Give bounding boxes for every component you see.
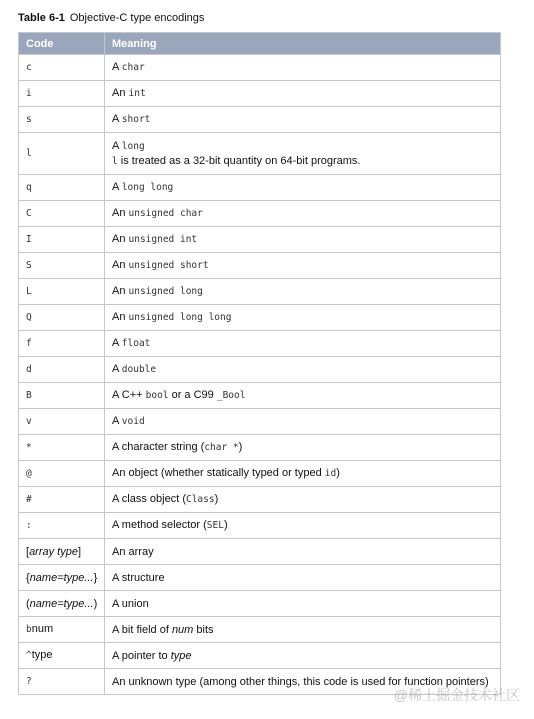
code-cell: c — [19, 55, 105, 81]
table-row — [19, 435, 501, 461]
meaning-cell — [105, 565, 501, 591]
meaning-text — [112, 466, 500, 481]
meaning-cell — [105, 107, 501, 133]
text-run: A bit field of — [112, 623, 172, 636]
table-row — [19, 107, 501, 133]
meaning-cell — [105, 55, 501, 81]
meaning-text — [112, 284, 500, 299]
text-run: ) — [336, 467, 340, 479]
table-title: Objective-C type encodings — [69, 12, 205, 24]
text-run: A — [112, 337, 122, 349]
meaning-cell — [105, 383, 501, 409]
text-run: bool — [145, 390, 169, 401]
code-cell — [19, 591, 105, 617]
text-run: ^ — [26, 650, 32, 661]
meaning-cell — [105, 513, 501, 539]
meaning-cell — [105, 201, 501, 227]
meaning-text — [112, 597, 500, 611]
table-row — [19, 201, 501, 227]
code-cell — [19, 643, 105, 669]
text-run: ] — [77, 545, 82, 558]
table-row — [19, 253, 501, 279]
code-cell: I — [19, 227, 105, 253]
text-run: A — [112, 139, 122, 152]
text-run: unsigned int — [128, 234, 198, 245]
text-run: long long — [121, 182, 174, 193]
text-run: unsigned long long — [128, 312, 232, 323]
code-cell: i — [19, 81, 105, 107]
text-run: An object (whether statically typed or typed — [112, 467, 325, 479]
text-run: ( — [26, 597, 30, 610]
text-run: A — [112, 181, 122, 193]
meaning-text — [112, 336, 500, 351]
text-run: double — [121, 364, 157, 375]
text-run: b — [26, 624, 32, 635]
code-cell — [19, 617, 105, 643]
table-row — [19, 305, 501, 331]
text-run: A class object ( — [112, 493, 186, 505]
text-run: A — [112, 113, 122, 125]
text-run: An — [112, 311, 129, 323]
code-cell: q — [19, 175, 105, 201]
code-cell: : — [19, 513, 105, 539]
meaning-text — [112, 649, 500, 663]
code-cell: s — [19, 107, 105, 133]
meaning-text — [112, 571, 500, 585]
text-run: float — [121, 338, 151, 349]
text-run: An unknown type (among other things, this code is used for function pointers) — [112, 675, 489, 688]
text-run: void — [121, 416, 145, 427]
text-run: A structure — [112, 571, 165, 584]
meaning-cell — [105, 487, 501, 513]
text-run: unsigned char — [128, 208, 203, 219]
text-run: int — [128, 88, 146, 99]
text-run: [ — [26, 545, 30, 558]
text-run: or a C99 — [168, 389, 217, 401]
meaning-cell — [105, 305, 501, 331]
meaning-cell — [105, 435, 501, 461]
table-header-row — [19, 33, 501, 55]
meaning-cell — [105, 643, 501, 669]
meaning-text — [112, 310, 500, 325]
text-run: char — [121, 62, 145, 73]
text-run: Class — [185, 494, 215, 505]
meaning-text — [112, 139, 500, 154]
text-run: A character string ( — [112, 441, 205, 453]
code-cell: l — [19, 133, 105, 175]
meaning-text — [112, 414, 500, 429]
table-row — [19, 409, 501, 435]
meaning-text — [112, 60, 500, 75]
table-caption — [18, 12, 204, 24]
code-cell — [19, 565, 105, 591]
table-row — [19, 175, 501, 201]
table-row — [19, 461, 501, 487]
meaning-cell — [105, 409, 501, 435]
text-run: char * — [204, 442, 239, 453]
text-run: type — [170, 649, 192, 662]
code-cell: ? — [19, 669, 105, 695]
table-row — [19, 617, 501, 643]
code-cell: v — [19, 409, 105, 435]
text-run: ) — [93, 597, 98, 610]
meaning-text — [112, 623, 500, 637]
meaning-cell — [105, 539, 501, 565]
text-run: An — [112, 233, 129, 245]
table-number: Table 6-1 — [18, 12, 65, 24]
text-run: ) — [223, 519, 228, 531]
watermark: @稀土掘金技术社区 — [393, 687, 520, 703]
text-run: An — [112, 87, 129, 99]
text-run: id — [324, 468, 337, 479]
text-run: An — [112, 259, 129, 271]
text-run: ) — [214, 493, 219, 505]
meaning-cell — [105, 591, 501, 617]
text-run: short — [121, 114, 151, 125]
meaning-text — [112, 518, 500, 533]
text-run: SEL — [206, 520, 224, 531]
text-run: An — [112, 285, 129, 297]
text-run: name=type... — [29, 597, 94, 610]
text-run: l — [112, 155, 118, 167]
text-run: A — [112, 415, 122, 427]
meaning-text — [112, 180, 500, 195]
meaning-text — [112, 388, 500, 403]
table-row — [19, 513, 501, 539]
code-cell — [19, 539, 105, 565]
text-run: A union — [112, 597, 149, 610]
table-row — [19, 331, 501, 357]
text-run: ) — [238, 441, 243, 453]
table-row — [19, 539, 501, 565]
text-run: _Bool — [216, 390, 246, 401]
table-row — [19, 227, 501, 253]
text-run: long — [121, 140, 145, 152]
meaning-cell — [105, 617, 501, 643]
table-row — [19, 81, 501, 107]
meaning-text — [112, 258, 500, 273]
text-run: An — [112, 207, 129, 219]
text-run: num — [171, 623, 194, 636]
text-run: num — [31, 623, 54, 635]
code-cell: @ — [19, 461, 105, 487]
meaning-text — [112, 545, 500, 559]
meaning-cell — [105, 357, 501, 383]
text-run: array type — [29, 545, 78, 558]
table-row — [19, 565, 501, 591]
text-run: } — [93, 571, 98, 584]
meaning-cell — [105, 227, 501, 253]
header-meaning: Meaning — [105, 33, 501, 55]
type-encodings-table — [18, 32, 501, 695]
table-body — [19, 55, 501, 695]
text-run: An array — [112, 545, 154, 558]
table-row — [19, 643, 501, 669]
table-row — [19, 591, 501, 617]
meaning-cell — [105, 133, 501, 175]
text-run: A pointer to — [112, 649, 171, 662]
meaning-text — [112, 86, 500, 101]
text-run: name=type... — [29, 571, 94, 584]
meaning-text — [112, 206, 500, 221]
meaning-cell — [105, 175, 501, 201]
code-cell: C — [19, 201, 105, 227]
table-row — [19, 383, 501, 409]
text-run: unsigned short — [128, 260, 209, 271]
text-run: type — [31, 649, 53, 661]
table-row — [19, 133, 501, 175]
meaning-text — [112, 362, 500, 377]
code-cell: B — [19, 383, 105, 409]
table-row — [19, 279, 501, 305]
text-run: bits — [193, 623, 214, 636]
meaning-note — [112, 154, 500, 169]
meaning-cell — [105, 279, 501, 305]
text-run: A — [112, 61, 122, 73]
header-code: Code — [19, 33, 105, 55]
code-cell: f — [19, 331, 105, 357]
meaning-text — [112, 440, 500, 455]
code-cell: # — [19, 487, 105, 513]
text-run: A — [112, 363, 122, 375]
table-row — [19, 55, 501, 81]
table-row — [19, 487, 501, 513]
text-run: { — [26, 571, 30, 584]
meaning-cell — [105, 253, 501, 279]
code-cell: d — [19, 357, 105, 383]
meaning-cell — [105, 461, 501, 487]
text-run: A C++ — [112, 389, 146, 401]
meaning-text — [112, 232, 500, 247]
table-row — [19, 357, 501, 383]
meaning-cell — [105, 81, 501, 107]
code-cell: L — [19, 279, 105, 305]
code-cell: * — [19, 435, 105, 461]
meaning-text — [112, 112, 500, 127]
code-cell: S — [19, 253, 105, 279]
text-run: A method selector ( — [112, 519, 207, 531]
meaning-text — [112, 492, 500, 507]
text-run: unsigned long — [128, 286, 203, 297]
meaning-cell — [105, 331, 501, 357]
text-run: is treated as a 32-bit quantity on 64-bit programs. — [117, 154, 361, 167]
code-cell: Q — [19, 305, 105, 331]
